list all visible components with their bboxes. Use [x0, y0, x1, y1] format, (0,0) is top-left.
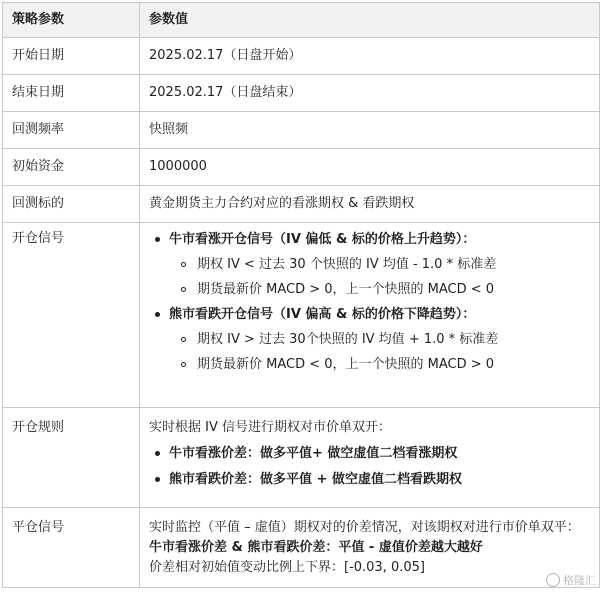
bullet-icon	[155, 477, 160, 482]
open-rule-intro: 实时根据 IV 信号进行期权对市价单双开：	[149, 420, 391, 435]
bull-condition-item: 期权 IV < 过去 30 个快照的 IV 均值 - 1.0 * 标准差	[149, 255, 590, 275]
param-value: 2025.02.17（日盘开始）	[140, 38, 600, 75]
table-row	[3, 112, 600, 149]
bear-condition-item: 期货最新价 MACD < 0，上一个快照的 MACD > 0	[149, 355, 590, 375]
bullet-icon	[155, 312, 160, 317]
circle-bullet-icon	[181, 362, 186, 367]
table-row	[3, 75, 600, 112]
table-row	[3, 186, 600, 223]
table-row	[3, 38, 600, 75]
open-rule-value	[140, 408, 600, 508]
param-name: 结束日期	[3, 75, 140, 112]
open-signal-value	[140, 223, 600, 408]
circle-bullet-icon	[181, 287, 186, 292]
param-name: 平仓信号	[3, 508, 140, 588]
circle-bullet-icon	[181, 337, 186, 342]
watermark-icon	[546, 573, 560, 587]
header-param-value: 参数值	[140, 3, 600, 38]
open-rule-item: 熊市看跌价差：做多平值 + 做空虚值二档看跌期权	[149, 470, 590, 490]
table-row	[3, 149, 600, 186]
open-rule-item: 牛市看涨价差：做多平值+ 做空虚值二档看涨期权	[149, 444, 590, 464]
param-name: 初始资金	[3, 149, 140, 186]
table-row-open-rule	[3, 408, 600, 508]
bull-signal-item: 牛市看涨开仓信号（IV 偏低 & 标的价格上升趋势）：	[149, 230, 590, 250]
circle-bullet-icon	[181, 262, 186, 267]
param-name: 回测标的	[3, 186, 140, 223]
bullet-icon	[155, 451, 160, 456]
watermark-logo: 格隆汇	[546, 572, 596, 588]
header-param-name: 策略参数	[3, 3, 140, 38]
bullet-icon	[155, 237, 160, 242]
param-name: 回测频率	[3, 112, 140, 149]
bear-signal-item: 熊市看跌开仓信号（IV 偏高 & 标的价格下降趋势）：	[149, 305, 590, 325]
table-row-close-signal	[3, 508, 600, 588]
param-value: 黄金期货主力合约对应的看涨期权 & 看跌期权	[140, 186, 600, 223]
close-signal-line: 实时监控（平值 – 虚值）期权对的价差情况，对该期权对进行市价单双平：	[149, 520, 580, 535]
param-value: 快照频	[140, 112, 600, 149]
table-header-row	[3, 3, 600, 38]
close-signal-line: 牛市看涨价差 & 熊市看跌价差：平值 - 虚值价差越大越好	[149, 540, 483, 555]
param-name: 开仓信号	[3, 223, 140, 408]
param-value: 2025.02.17（日盘结束）	[140, 75, 600, 112]
bear-condition-item: 期权 IV > 过去 30个快照的 IV 均值 + 1.0 * 标准差	[149, 330, 590, 350]
close-signal-value	[140, 508, 600, 588]
param-name: 开始日期	[3, 38, 140, 75]
param-value: 1000000	[140, 149, 600, 186]
table-row-open-signal	[3, 223, 600, 408]
strategy-params-table	[2, 2, 600, 588]
param-name: 开仓规则	[3, 408, 140, 508]
close-signal-line: 价差相对初始值变动比例上下界：[-0.03, 0.05]	[149, 560, 425, 575]
bull-condition-item: 期货最新价 MACD > 0，上一个快照的 MACD < 0	[149, 280, 590, 300]
